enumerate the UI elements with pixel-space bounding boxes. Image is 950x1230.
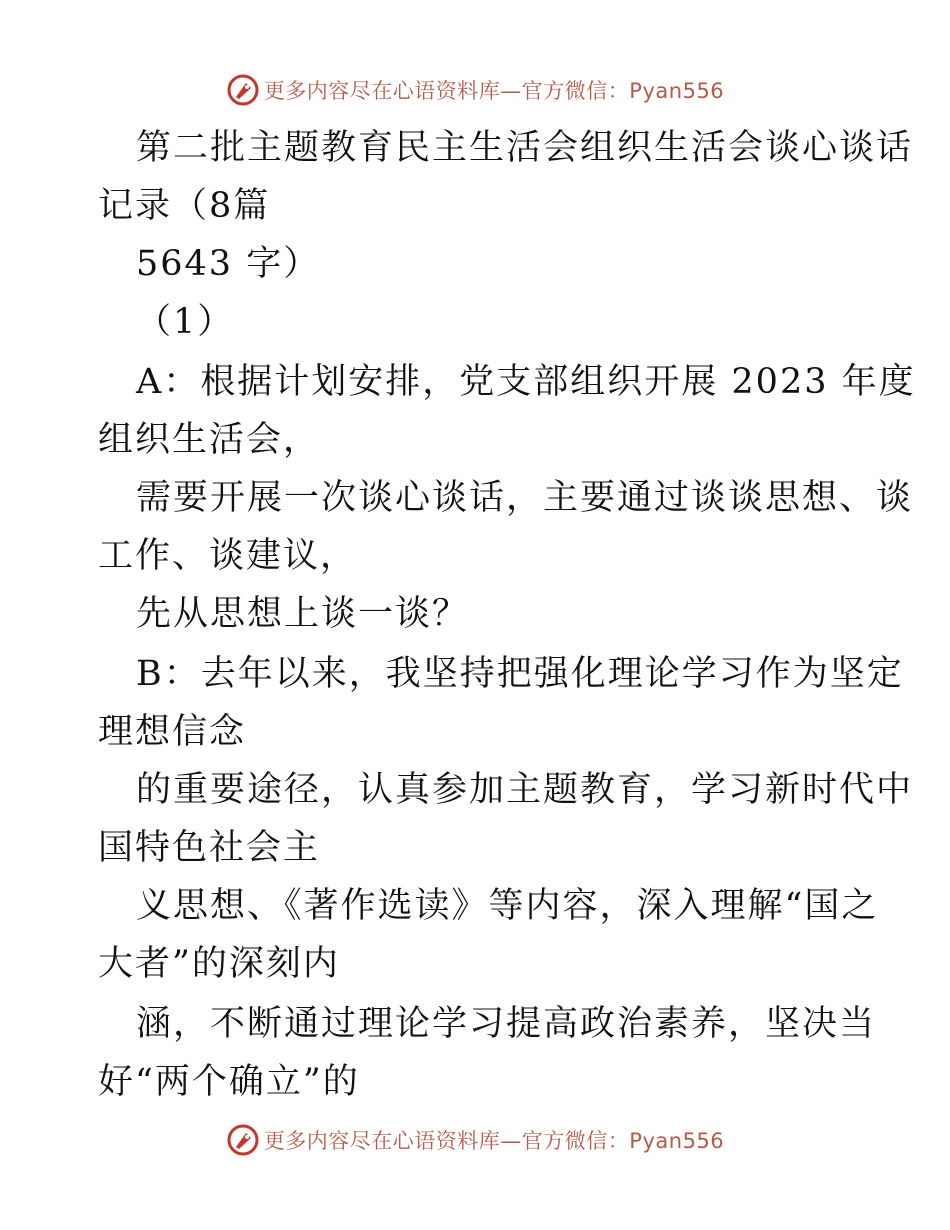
footer-banner <box>0 1120 950 1160</box>
header-banner-text: 更多内容尽在心语资料库—官方微信：Pyan556 <box>263 79 725 103</box>
paragraph-line: 涵，不断通过理论学习提高政治素养，坚决当 <box>136 1004 877 1044</box>
paragraph-line: 的重要途径，认真参加主题教育，学习新时代中 <box>136 770 914 810</box>
pen-nib-logo-icon <box>226 73 260 107</box>
title-line-1: 第二批主题教育民主生活会组织生活会谈心谈话 <box>136 128 914 168</box>
header-banner <box>0 70 950 110</box>
title-line-3: 5643 字） <box>136 244 321 284</box>
paragraph-line: A：根据计划安排，党支部组织开展 2023 年度 <box>136 362 916 402</box>
paragraph-line: 大者”的深刻内 <box>98 944 340 984</box>
paragraph-line: 工作、谈建议， <box>98 536 358 576</box>
paragraph-line: 国特色社会主 <box>98 828 321 868</box>
paragraph-line: 好“两个确立”的 <box>98 1062 360 1102</box>
pen-nib-logo-icon <box>226 1123 260 1157</box>
section-number: （1） <box>136 302 235 342</box>
paragraph-line: 先从思想上谈一谈？ <box>136 594 470 634</box>
paragraph-line: 组织生活会， <box>98 420 321 460</box>
title-line-2: 记录（8篇 <box>98 186 271 226</box>
paragraph-line: 需要开展一次谈心谈话，主要通过谈谈思想、谈 <box>136 478 914 518</box>
paragraph-line: B：去年以来，我坚持把强化理论学习作为坚定 <box>136 654 904 694</box>
paragraph-line: 义思想、《著作选读》等内容，深入理解“国之 <box>136 886 879 926</box>
footer-banner-text: 更多内容尽在心语资料库—官方微信：Pyan556 <box>263 1129 725 1153</box>
paragraph-line: 理想信念 <box>98 712 247 752</box>
